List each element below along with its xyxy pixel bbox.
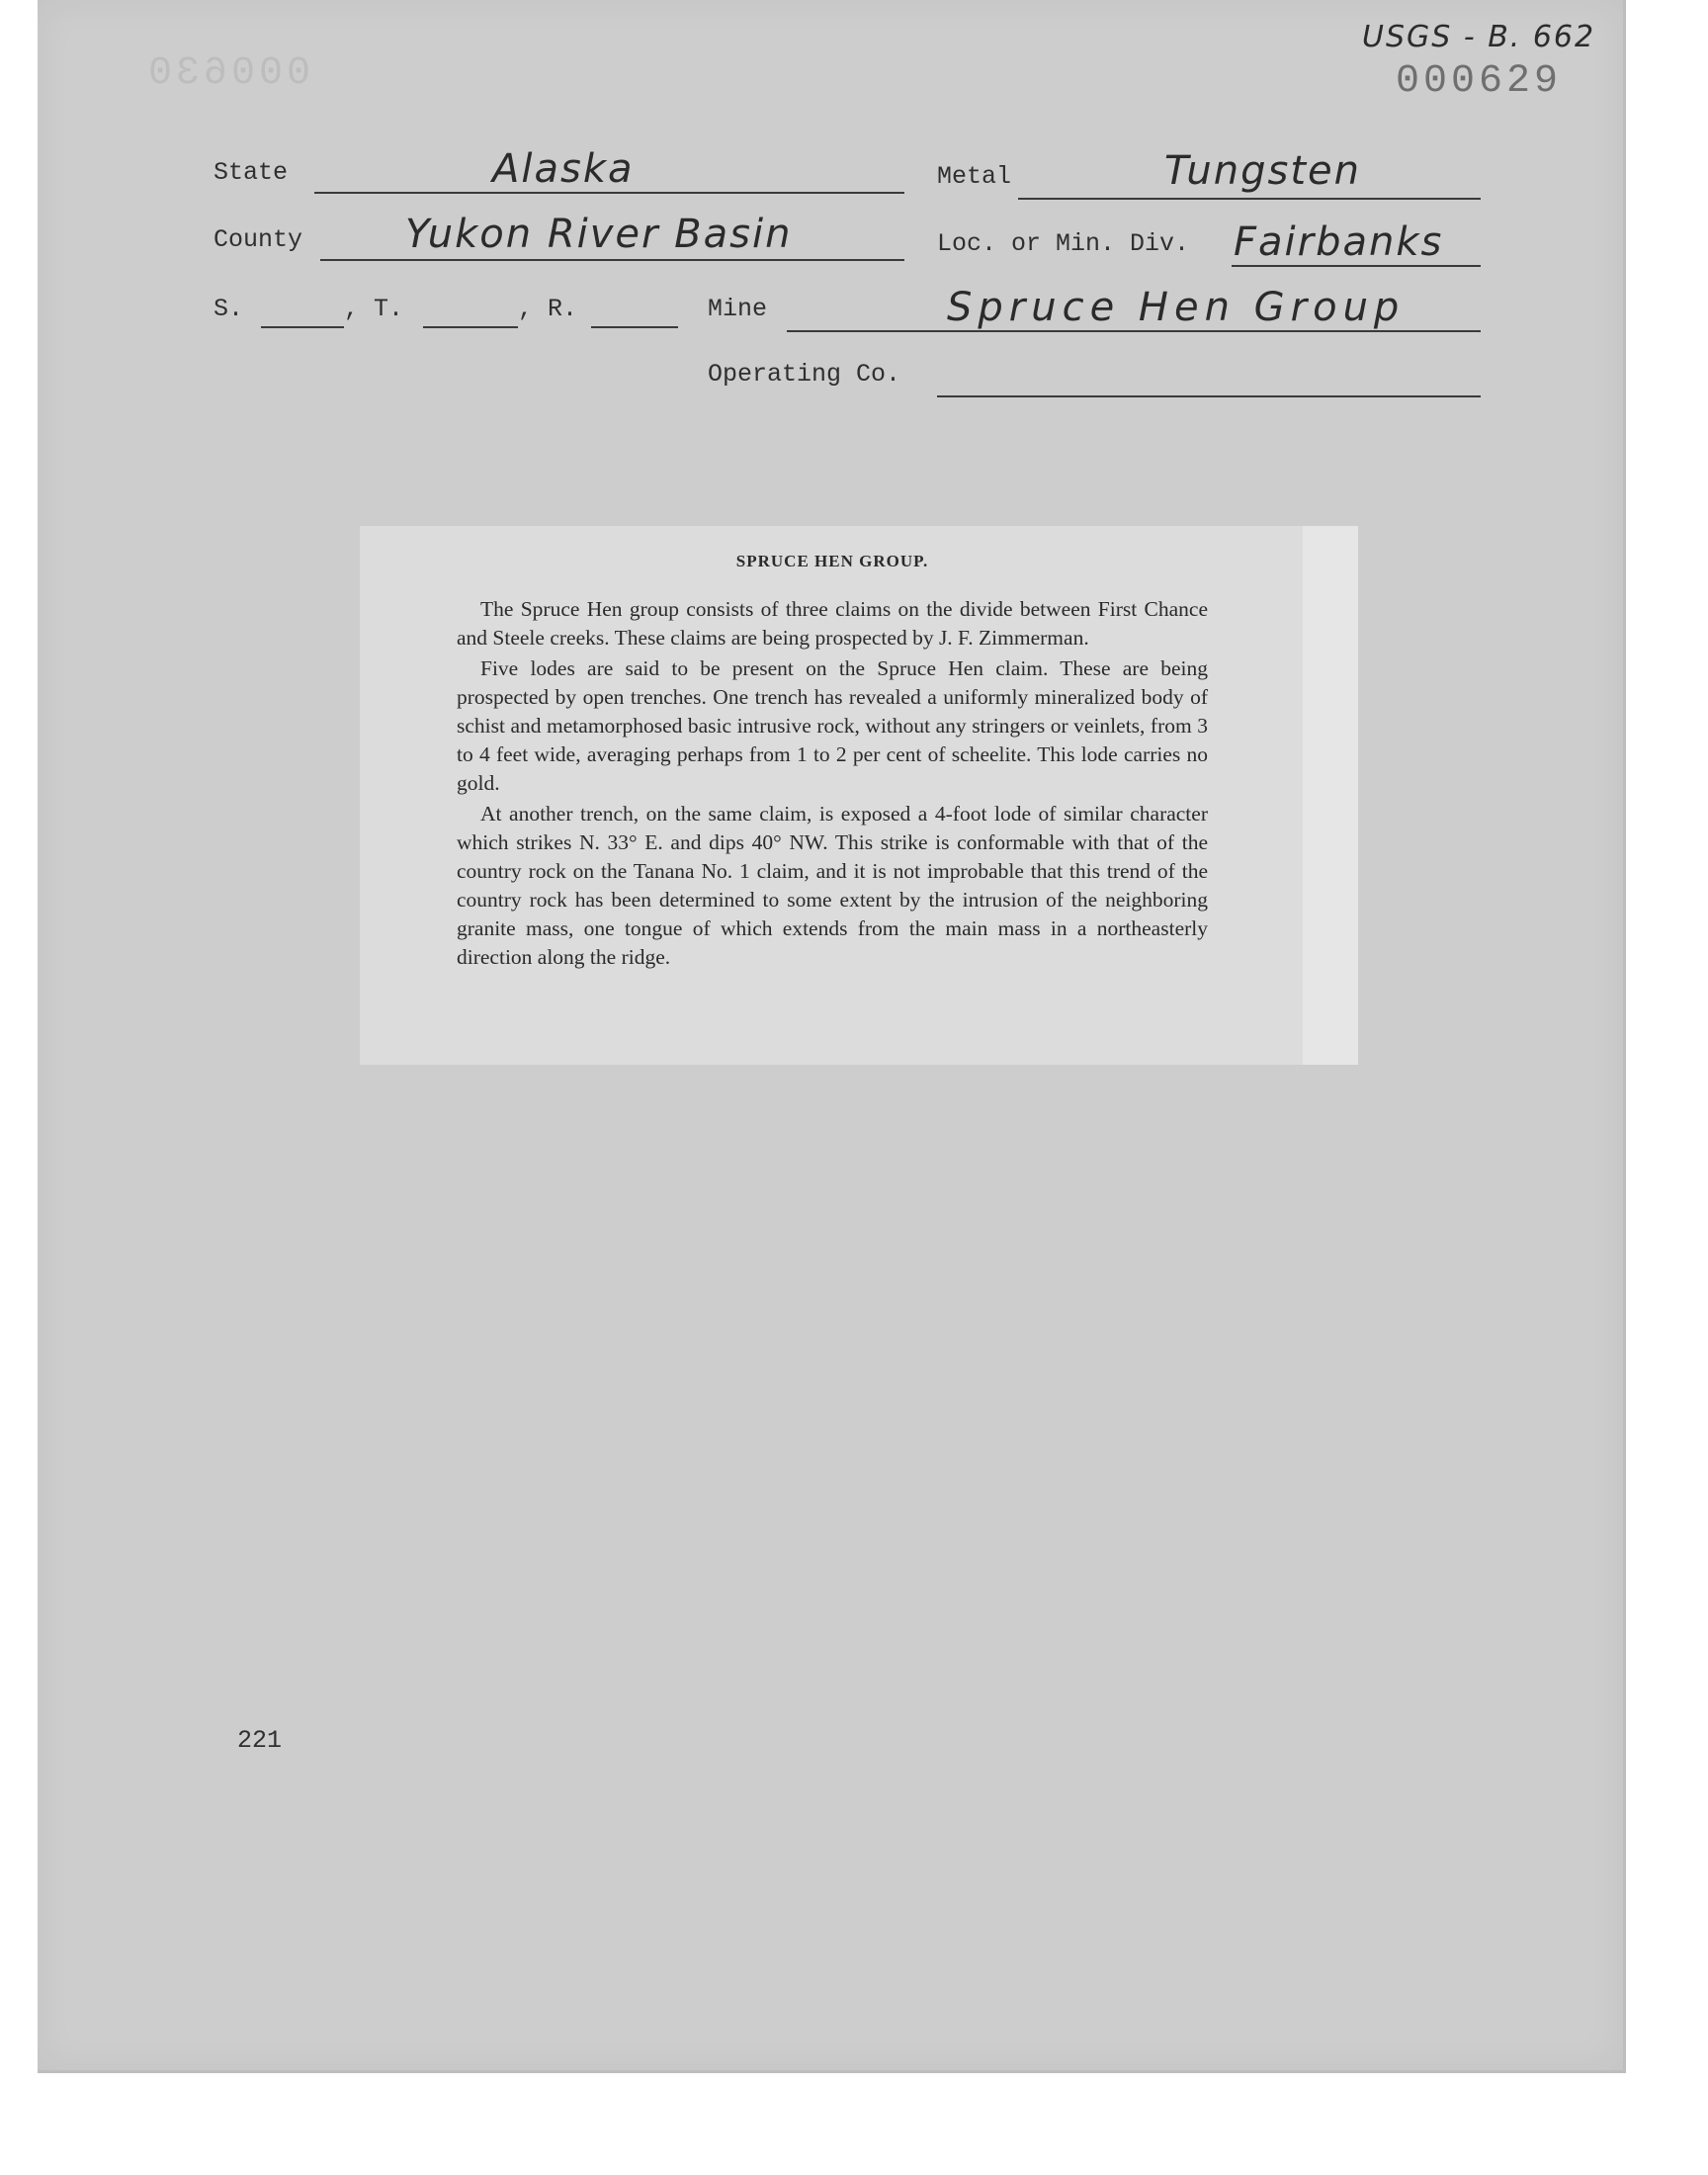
metal-value: Tungsten <box>1164 148 1361 194</box>
clipping-text <box>457 540 1208 974</box>
operating-co-label: Operating Co. <box>708 360 901 389</box>
clipping-edge-strip <box>1303 526 1358 1065</box>
state-line <box>314 192 904 194</box>
range-line <box>591 326 678 328</box>
clipping-paragraph-2: Five lodes are said to be present on the Spruce Hen claim. These are being prospected by open trenches. One trench has revealed a uniformly mineralized body of schist and metamorphosed basic intrusive rock, without any stringers or veinlets, from 3 to 4 feet wide, averaging perhaps from 1 to 2 per cent of scheelite. This lode carries no gold. <box>457 656 1208 795</box>
mine-line <box>787 330 1481 332</box>
mine-label: Mine <box>708 295 768 323</box>
district-label: Loc. or Min. Div. <box>937 229 1190 258</box>
state-value: Alaska <box>492 146 635 192</box>
usgs-reference: USGS - B. 662 <box>1362 20 1596 54</box>
bleed-through-stamp: 000630 <box>144 51 311 96</box>
section-label: S. <box>214 295 244 323</box>
mine-value: Spruce Hen Group <box>947 285 1406 330</box>
clipping-title: SPRUCE HEN GROUP. <box>735 552 929 570</box>
township-label: , T. <box>344 295 404 323</box>
record-card <box>38 0 1626 2073</box>
metal-label: Metal <box>937 162 1012 191</box>
township-line <box>423 326 518 328</box>
record-number-stamp: 000629 <box>1396 59 1563 104</box>
page-number: 221 <box>237 1726 283 1755</box>
district-value: Fairbanks <box>1234 219 1444 265</box>
metal-line <box>1018 198 1481 200</box>
operating-co-line <box>937 395 1481 397</box>
clipping-paragraph-1: The Spruce Hen group consists of three claims on the divide between First Chance and Steele creeks. These claims are being prospected by J. F. Zimmerman. <box>457 597 1208 650</box>
district-line <box>1232 265 1481 267</box>
state-label: State <box>214 158 289 187</box>
clipping-paragraph-3: At another trench, on the same claim, is exposed a 4-foot lode of similar character which strikes N. 33° E. and dips 40° NW. This strike is conformable with that of the country rock on the Tanana No. 1 claim, and it is not improbable that this trend of the country rock has been determined to some extent by the intrusion of the neighboring granite mass, one tongue of which extends from the main mass in a northeasterly direction along the ridge. <box>457 802 1208 969</box>
county-line <box>320 259 904 261</box>
range-label: , R. <box>518 295 578 323</box>
county-label: County <box>214 225 303 254</box>
county-value: Yukon River Basin <box>405 212 793 257</box>
pasted-clipping <box>360 526 1358 1065</box>
section-line <box>261 326 344 328</box>
